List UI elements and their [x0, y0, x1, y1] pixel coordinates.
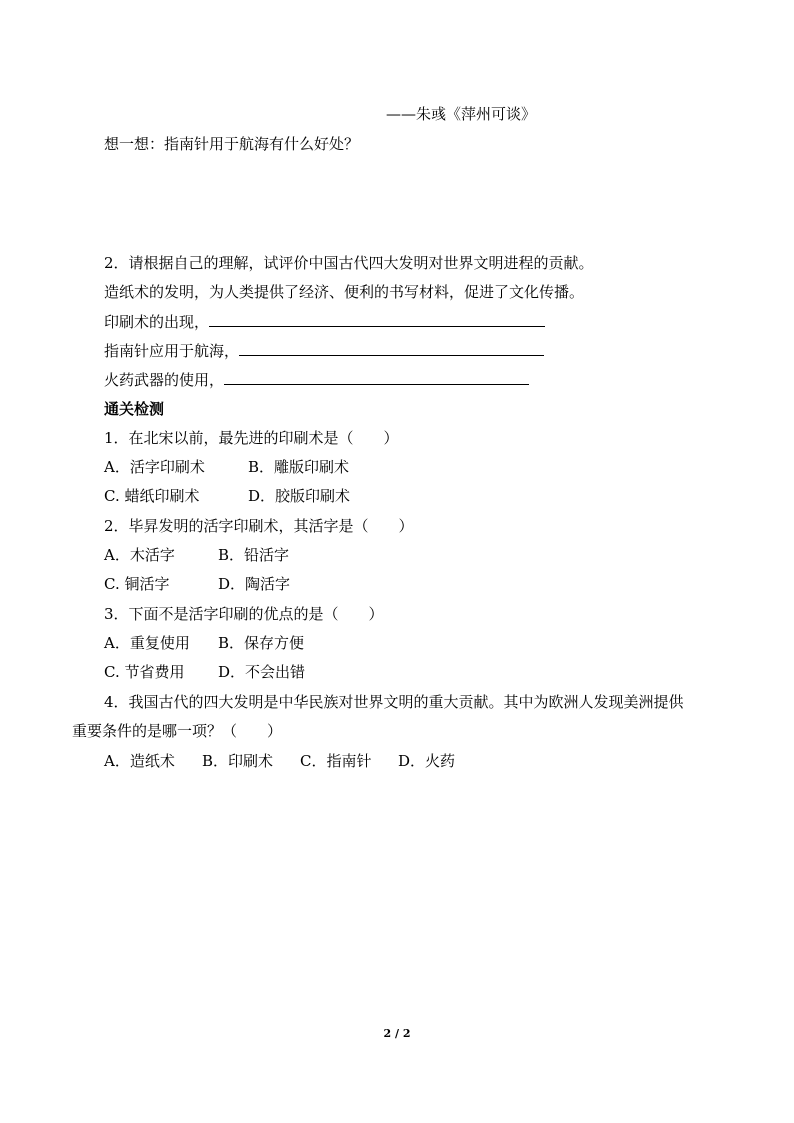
quiz-question-2: 2．毕昇发明的活字印刷术，其活字是（ ）: [104, 517, 414, 535]
quiz-1-options-row-2: [104, 486, 350, 506]
quiz-1-option-a: A．活字印刷术: [104, 458, 205, 476]
quiz-2-options-row-1: [104, 545, 289, 565]
section-title: 通关检测: [104, 400, 165, 418]
printing-fill-line: [104, 312, 545, 332]
quiz-4-option-b: B．印刷术: [202, 752, 274, 770]
quiz-3-option-b: B．保存方便: [218, 634, 305, 652]
compass-fill-line: [104, 341, 544, 361]
quiz-1-option-d: D．胶版印刷术: [248, 487, 351, 505]
quiz-3-option-a: A．重复使用: [104, 634, 190, 652]
papermaking-answer: 造纸术的发明，为人类提供了经济、便利的书写材料，促进了文化传播。: [104, 283, 585, 301]
quiz-2-option-b: B．铅活字: [218, 546, 290, 564]
gunpowder-answer-blank[interactable]: [224, 370, 529, 385]
quiz-1-option-c: C. 蜡纸印刷术: [104, 487, 200, 505]
quiz-2-option-c: C. 铜活字: [104, 575, 170, 593]
printing-answer-blank[interactable]: [209, 312, 545, 327]
quiz-2-option-d: D．陶活字: [218, 575, 291, 593]
gunpowder-label: 火药武器的使用，: [104, 371, 225, 389]
quiz-1-options-row-1: [104, 457, 349, 477]
think-prompt: 想一想：指南针用于航海有什么好处？: [104, 135, 360, 153]
compass-answer-blank[interactable]: [239, 341, 544, 356]
quiz-3-option-c: C. 节省费用: [104, 663, 185, 681]
question-2-prompt: 2．请根据自己的理解，试评价中国古代四大发明对世界文明进程的贡献。: [104, 254, 594, 272]
quiz-4-option-a: A．造纸术: [104, 752, 175, 770]
quiz-4-option-c: C．指南针: [300, 752, 372, 770]
quiz-question-4-line-1: 4．我国古代的四大发明是中华民族对世界文明的重大贡献。其中为欧洲人发现美洲提供: [104, 693, 684, 711]
quiz-2-option-a: A．木活字: [104, 546, 175, 564]
quiz-1-option-b: B．雕版印刷术: [248, 458, 350, 476]
page-number: 2 / 2: [383, 1027, 411, 1040]
compass-label: 指南针应用于航海，: [104, 342, 240, 360]
quiz-4-option-d: D．火药: [398, 752, 456, 770]
quiz-2-options-row-2: [104, 574, 290, 594]
quiz-question-3: 3．下面不是活字印刷的优点的是（ ）: [104, 605, 384, 623]
quiz-question-4-line-2: 重要条件的是哪一项？（ ）: [72, 722, 283, 740]
quiz-question-1: 1．在北宋以前，最先进的印刷术是（ ）: [104, 429, 399, 447]
quiz-3-options-row-1: [104, 633, 304, 653]
quiz-4-options: [104, 751, 455, 771]
printing-label: 印刷术的出现，: [104, 313, 210, 331]
quote-source: ——朱彧《萍州可谈》: [386, 105, 537, 123]
quiz-3-options-row-2: [104, 662, 305, 682]
gunpowder-fill-line: [104, 370, 529, 390]
quiz-3-option-d: D．不会出错: [218, 663, 306, 681]
